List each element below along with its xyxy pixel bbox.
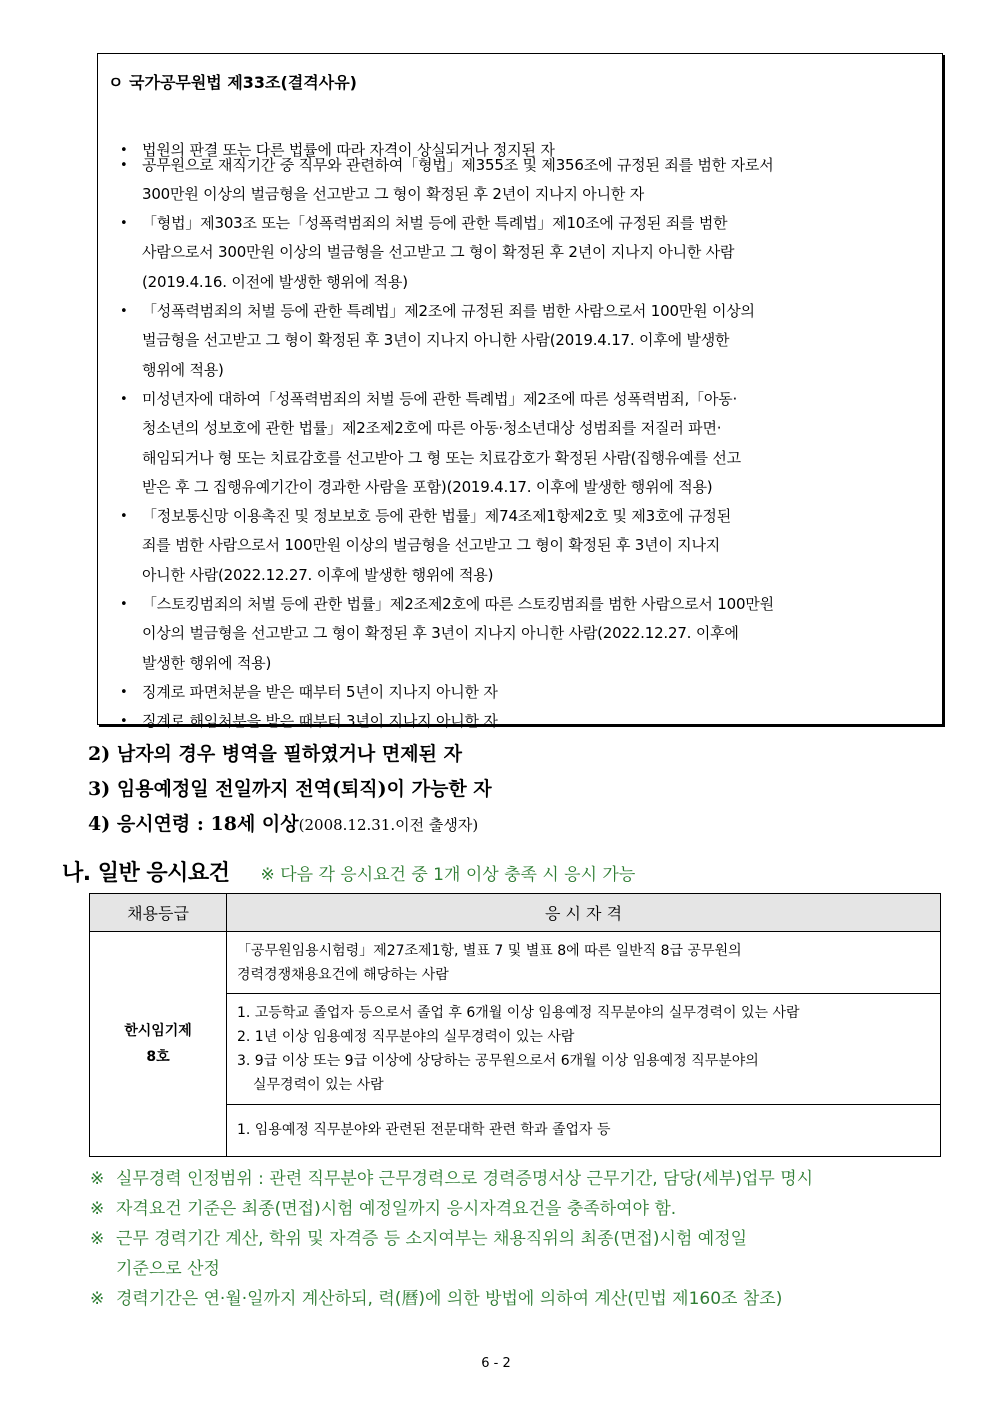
grade-cell: 한시임기제 8호 — [90, 932, 227, 1157]
bullet-icon: • — [120, 597, 128, 612]
qualification-cell: 「공무원임용시험령」제27조제1항, 별표 7 및 별표 8에 따른 일반직 8급 공무원의 경력경쟁채용요건에 해당하는 사람 — [227, 932, 941, 993]
header-qualification: 응 시 자 격 — [227, 894, 941, 932]
table-header-row — [90, 894, 941, 932]
list-item-text: 300만원 이상의 벌금형을 선고받고 그 형이 확정된 후 2년이 지나지 아니한 자 — [142, 185, 645, 204]
list-item-text: 해임되거나 형 또는 치료감호를 선고받아 그 형 또는 치료감호가 확정된 사람(집행유예를 선고 — [142, 448, 741, 467]
list-item-text: 벌금형을 선고받고 그 형이 확정된 후 3년이 지나지 아니한 사람(2019.4.17. 이후에 발생한 — [142, 331, 730, 350]
list-item-text: 아니한 사람(2022.12.27. 이후에 발생한 행위에 적용) — [142, 565, 494, 584]
bullet-icon: • — [120, 392, 128, 407]
note-mark: ※ — [90, 1289, 105, 1309]
section-heading — [62, 856, 635, 887]
list-item-text: 미성년자에 대하여「성폭력범죄의 처벌 등에 관한 특례법」제2조에 따른 성폭력범죄,「아동· — [142, 390, 738, 408]
list-item-text: 「정보통신망 이용촉진 및 정보보호 등에 관한 법률」제74조제1항제2호 및 제3호에 규정된 — [142, 507, 732, 525]
section-note: ※ 다음 각 응시요건 중 1개 이상 충족 시 응시 가능 — [260, 865, 636, 885]
note-item: ※ 실무경력 인정범위 : 관련 직무분야 근무경력으로 경력증명서상 근무기간, 담당(세부)업무 명시 — [90, 1164, 813, 1194]
note-mark: ※ — [90, 1169, 105, 1189]
page-number: 6 - 2 — [481, 1356, 511, 1371]
list-item-text: 「형법」제303조 또는「성폭력범죄의 처벌 등에 관한 특례법」제10조에 규정된 죄를 범한 — [142, 214, 728, 232]
bullet-icon: • — [120, 143, 128, 158]
list-item-text: 죄를 범한 사람으로서 100만원 이상의 벌금형을 선고받고 그 형이 확정된 후 3년이 지나지 — [142, 536, 721, 555]
list-item-text: 받은 후 그 집행유예기간이 경과한 사람을 포함)(2019.4.17. 이후에 발생한 행위에 적용) — [142, 477, 713, 496]
list-item-text: (2019.4.16. 이전에 발생한 행위에 적용) — [142, 272, 408, 291]
section-title: 나. 일반 응시요건 — [62, 861, 230, 886]
list-item-text: 발생한 행위에 적용) — [142, 653, 272, 672]
list-item-text: 이상의 벌금형을 선고받고 그 형이 확정된 후 3년이 지나지 아니한 사람(2022.12.27. 이후에 — [142, 624, 739, 643]
note-mark: ※ — [90, 1199, 105, 1219]
header-grade: 채용등급 — [90, 894, 227, 932]
bullet-icon: • — [120, 216, 128, 231]
box-title: ㅇ 국가공무원법 제33조(결격사유) — [108, 73, 357, 92]
list-item-text: 징계로 해임처분을 받은 때부터 3년이 지나지 아니한 자 — [142, 712, 498, 730]
requirements-table — [89, 893, 941, 1157]
qualification-cell: 1. 임용예정 직무분야와 관련된 전문대학 관련 학과 졸업자 등 — [227, 1104, 941, 1156]
bullet-icon: • — [120, 304, 128, 319]
list-item-text: 행위에 적용) — [142, 360, 224, 379]
list-item-text: 징계로 파면처분을 받은 때부터 5년이 지나지 아니한 자 — [142, 683, 498, 701]
list-item-text: 사람으로서 300만원 이상의 벌금형을 선고받고 그 형이 확정된 후 2년이 지나지 아니한 사람 — [142, 243, 735, 262]
list-item-text: 「스토킹범죄의 처벌 등에 관한 법률」제2조제2호에 따른 스토킹범죄를 범한 사람으로서 100만원 — [142, 595, 774, 613]
note-item: ※ 자격요건 기준은 최종(면접)시험 예정일까지 응시자격요건을 충족하여야 함. — [90, 1194, 676, 1224]
list-item-text: 공무원으로 재직기간 중 직무와 관련하여「형법」제355조 및 제356조에 규정된 죄를 범한 자로서 — [142, 156, 774, 174]
note-mark: ※ — [90, 1229, 105, 1249]
requirement-age: 4) 응시연령 : 18세 이상(2008.12.31.이전 출생자) — [88, 813, 479, 835]
list-item-text: 법원의 판결 또는 다른 법률에 따라 자격이 상실되거나 정지된 자 — [142, 141, 555, 159]
qualification-cell: 1. 고등학교 졸업자 등으로서 졸업 후 6개월 이상 임용예정 직무분야의 실무경력이 있는 사람 2. 1년 이상 임용예정 직무분야의 실무경력이 있는 사람 3. 9급 이상 또는 9급 이상에 상당하는 공무원으로서 6개월 이상 임용예정 직무분야의 실무경력이 있는 사람 — [227, 993, 941, 1104]
disqualification-box — [97, 53, 943, 730]
list-item-text: 「성폭력범죄의 처벌 등에 관한 특례법」제2조에 규정된 죄를 범한 사람으로서 100만원 이상의 — [142, 302, 755, 320]
bullet-icon: • — [120, 509, 128, 524]
requirement-military: 2) 남자의 경우 병역을 필하였거나 면제된 자 — [88, 743, 462, 765]
list-item-text: 청소년의 성보호에 관한 법률」제2조제2호에 따른 아동·청소년대상 성범죄를 저질러 파면· — [142, 419, 722, 438]
note-item: ※ 경력기간은 연·월·일까지 계산하되, 력(曆)에 의한 방법에 의하여 계산(민법 제160조 참조) — [90, 1284, 782, 1314]
table-row — [90, 932, 941, 993]
bullet-icon: • — [120, 714, 128, 729]
bullet-icon: • — [120, 685, 128, 700]
note-item: ※ 근무 경력기간 계산, 학위 및 자격증 등 소지여부는 채용직위의 최종(면접)시험 예정일 기준으로 산정 — [90, 1224, 747, 1284]
requirement-discharge: 3) 임용예정일 전일까지 전역(퇴직)이 가능한 자 — [88, 778, 492, 800]
bullet-icon: • — [120, 158, 128, 173]
